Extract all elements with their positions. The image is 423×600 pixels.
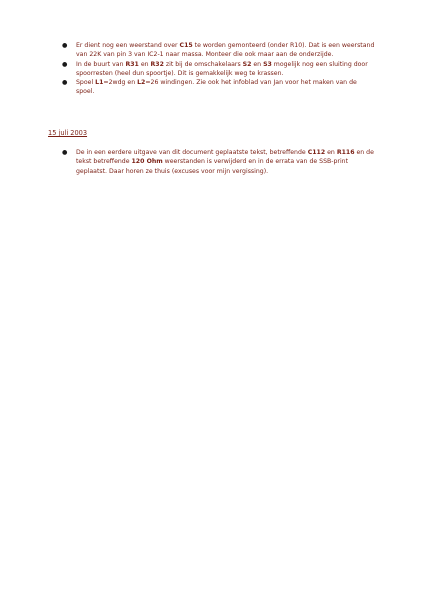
bold-term: C15 <box>179 42 193 49</box>
bold-term: L2 <box>137 79 146 87</box>
list-item <box>58 148 376 176</box>
bullet-icon: ● <box>62 60 68 68</box>
bold-term: R32 <box>150 60 164 68</box>
list-item <box>58 78 376 97</box>
text-run: =26 windingen. Zie ook het infoblad van Jan voor het maken van de spoel. <box>76 79 357 96</box>
bullet-icon: ● <box>62 79 68 87</box>
bold-term: S2 <box>242 60 252 68</box>
list-item <box>58 60 376 79</box>
update-notes-list <box>58 148 376 176</box>
text-run: De in een eerdere uitgave van dit document geplaatste tekst, betreffende <box>76 149 308 156</box>
text-run: mogelijk nog een sluiting door spoorresten (heel dun spoortje). Dit is gemakkelijk weg te krassen. <box>76 60 368 77</box>
bold-term: R31 <box>125 60 139 68</box>
text-run: en <box>138 60 151 68</box>
text-run: =2wdg en <box>103 79 138 87</box>
bullet-icon: ● <box>62 42 68 49</box>
notes-list <box>58 41 376 97</box>
text-run: Er dient nog een weerstand over <box>76 42 180 49</box>
text-run: zit bij de omschakelaars <box>163 60 243 68</box>
text-run: en de tekst betreffende <box>76 149 374 166</box>
text-run: In de buurt van <box>76 60 126 68</box>
text-run: te worden gemonteerd (onder R10). Dat is een weerstand van 22K van pin 3 van IC2-1 naar massa. Monteer die ook maar aan de onderzijde. <box>76 42 375 59</box>
bold-term: R116 <box>336 149 355 156</box>
bold-term: 120 Ohm <box>131 158 163 166</box>
bold-term: S3 <box>263 60 272 68</box>
text-run: en <box>325 149 337 156</box>
text-run: Spoel <box>76 79 96 87</box>
text-run: weerstanden is verwijderd en in de errata van de SSB-print geplaatst. Daar horen ze thuis (excuses voor mijn vergissing). <box>76 158 349 175</box>
date-heading: 15 juli 2003 <box>48 129 88 137</box>
bold-term: C112 <box>307 149 326 156</box>
bold-term: L1 <box>95 79 104 87</box>
list-item <box>58 41 376 60</box>
bullet-icon: ● <box>62 149 68 156</box>
text-run: en <box>251 60 264 68</box>
